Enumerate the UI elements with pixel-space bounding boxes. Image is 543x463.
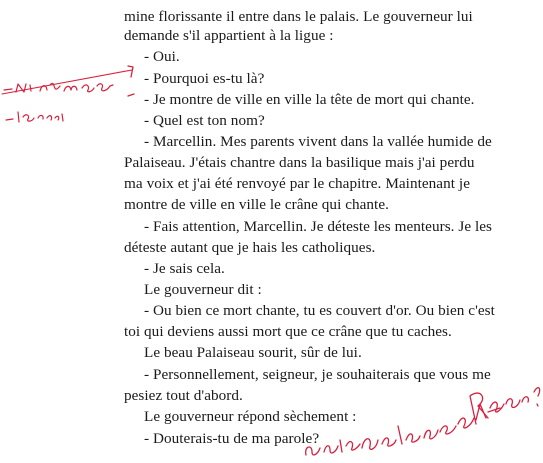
text-line-14: Le gouverneur dit : xyxy=(144,281,262,298)
text-line-5: - Je montre de ville en ville la tête de mort qui chante. xyxy=(144,91,475,108)
text-line-18: - Personnellement, seigneur, je souhaiterais que vous me xyxy=(144,366,491,383)
text-line-19: pesiez tout d'abord. xyxy=(124,387,243,404)
text-line-7: - Marcellin. Mes parents vivent dans la vallée humide de xyxy=(144,133,492,150)
margin-tick-mark xyxy=(128,94,134,96)
text-line-16: toi qui deviens aussi mort que ce crâne que tu caches. xyxy=(124,323,452,340)
text-line-15: - Ou bien ce mort chante, tu es couvert d'or. Ou bien c'est xyxy=(144,302,495,319)
text-line-13: - Je sais cela. xyxy=(144,260,225,277)
text-line-2: demande s'il appartient à la ligue : xyxy=(124,27,334,44)
left-note-2-scribble xyxy=(6,112,63,122)
text-line-9: ma voix et j'ai été renvoyé par le chapitre. Maintenant je xyxy=(124,175,470,192)
text-line-4: - Pourquoi es-tu là? xyxy=(144,70,265,87)
margin-bracket-mark xyxy=(128,66,133,77)
left-note-underline xyxy=(2,70,132,94)
text-line-11: - Fais attention, Marcellin. Je déteste les menteurs. Je les xyxy=(144,218,492,235)
text-line-3: - Oui. xyxy=(144,48,180,65)
text-line-1: mine florissante il entre dans le palais. Le gouverneur lui xyxy=(124,8,473,25)
text-line-10: montre de ville en ville le crâne qui chante. xyxy=(124,196,389,213)
text-line-20: Le gouverneur répond sèchement : xyxy=(144,408,357,425)
right-note-1-scribble xyxy=(470,388,540,424)
text-line-8: Palaiseau. J'étais chantre dans la basilique mais j'ai perdu xyxy=(124,154,475,171)
text-line-17: Le beau Palaiseau sourit, sûr de lui. xyxy=(144,344,362,361)
left-note-1-scribble xyxy=(4,83,113,92)
text-line-21: - Douterais-tu de ma parole? xyxy=(144,430,320,447)
text-line-12: déteste autant que je hais les catholiques. xyxy=(124,239,376,256)
text-line-6: - Quel est ton nom? xyxy=(144,112,265,129)
